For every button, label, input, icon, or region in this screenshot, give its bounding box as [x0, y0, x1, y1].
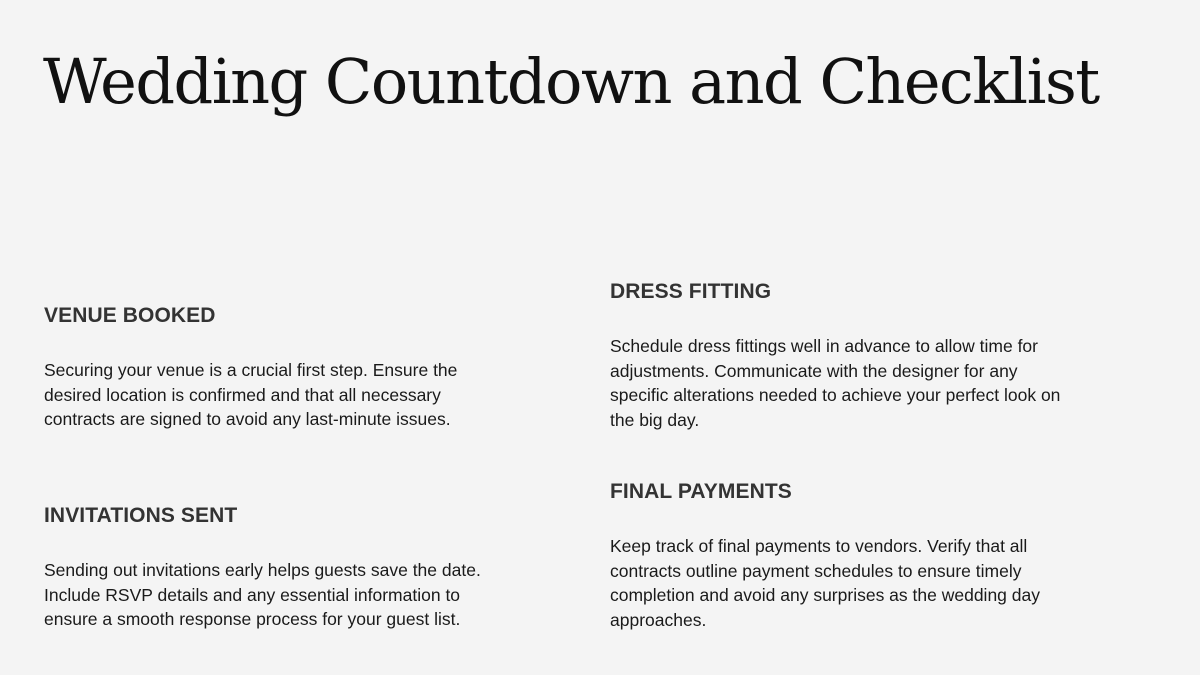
- checklist-section-venue-booked: [44, 302, 514, 432]
- checklist-section-final-payments: [610, 478, 1080, 632]
- section-heading: FINAL PAYMENTS: [610, 480, 792, 503]
- checklist-section-invitations-sent: [44, 502, 514, 632]
- section-heading: INVITATIONS SENT: [44, 504, 238, 527]
- section-heading: DRESS FITTING: [610, 280, 772, 303]
- page-title: Wedding Countdown and Checklist: [43, 45, 1099, 118]
- section-heading: VENUE BOOKED: [44, 304, 216, 327]
- section-body: Sending out invitations early helps guests save the date. Include RSVP details and any essential information to ensure a smooth response process for your guest list.: [44, 560, 481, 629]
- section-body: Keep track of final payments to vendors. Verify that all contracts outline payment schedules to ensure timely completion and avoid any surprises as the wedding day approaches.: [610, 536, 1040, 630]
- section-body: Securing your venue is a crucial first step. Ensure the desired location is confirmed and that all necessary contracts are signed to avoid any last-minute issues.: [44, 360, 458, 429]
- checklist-section-dress-fitting: [610, 278, 1080, 432]
- section-body: Schedule dress fittings well in advance to allow time for adjustments. Communicate with the designer for any specific alterations needed to achieve your perfect look on the big day.: [610, 336, 1061, 430]
